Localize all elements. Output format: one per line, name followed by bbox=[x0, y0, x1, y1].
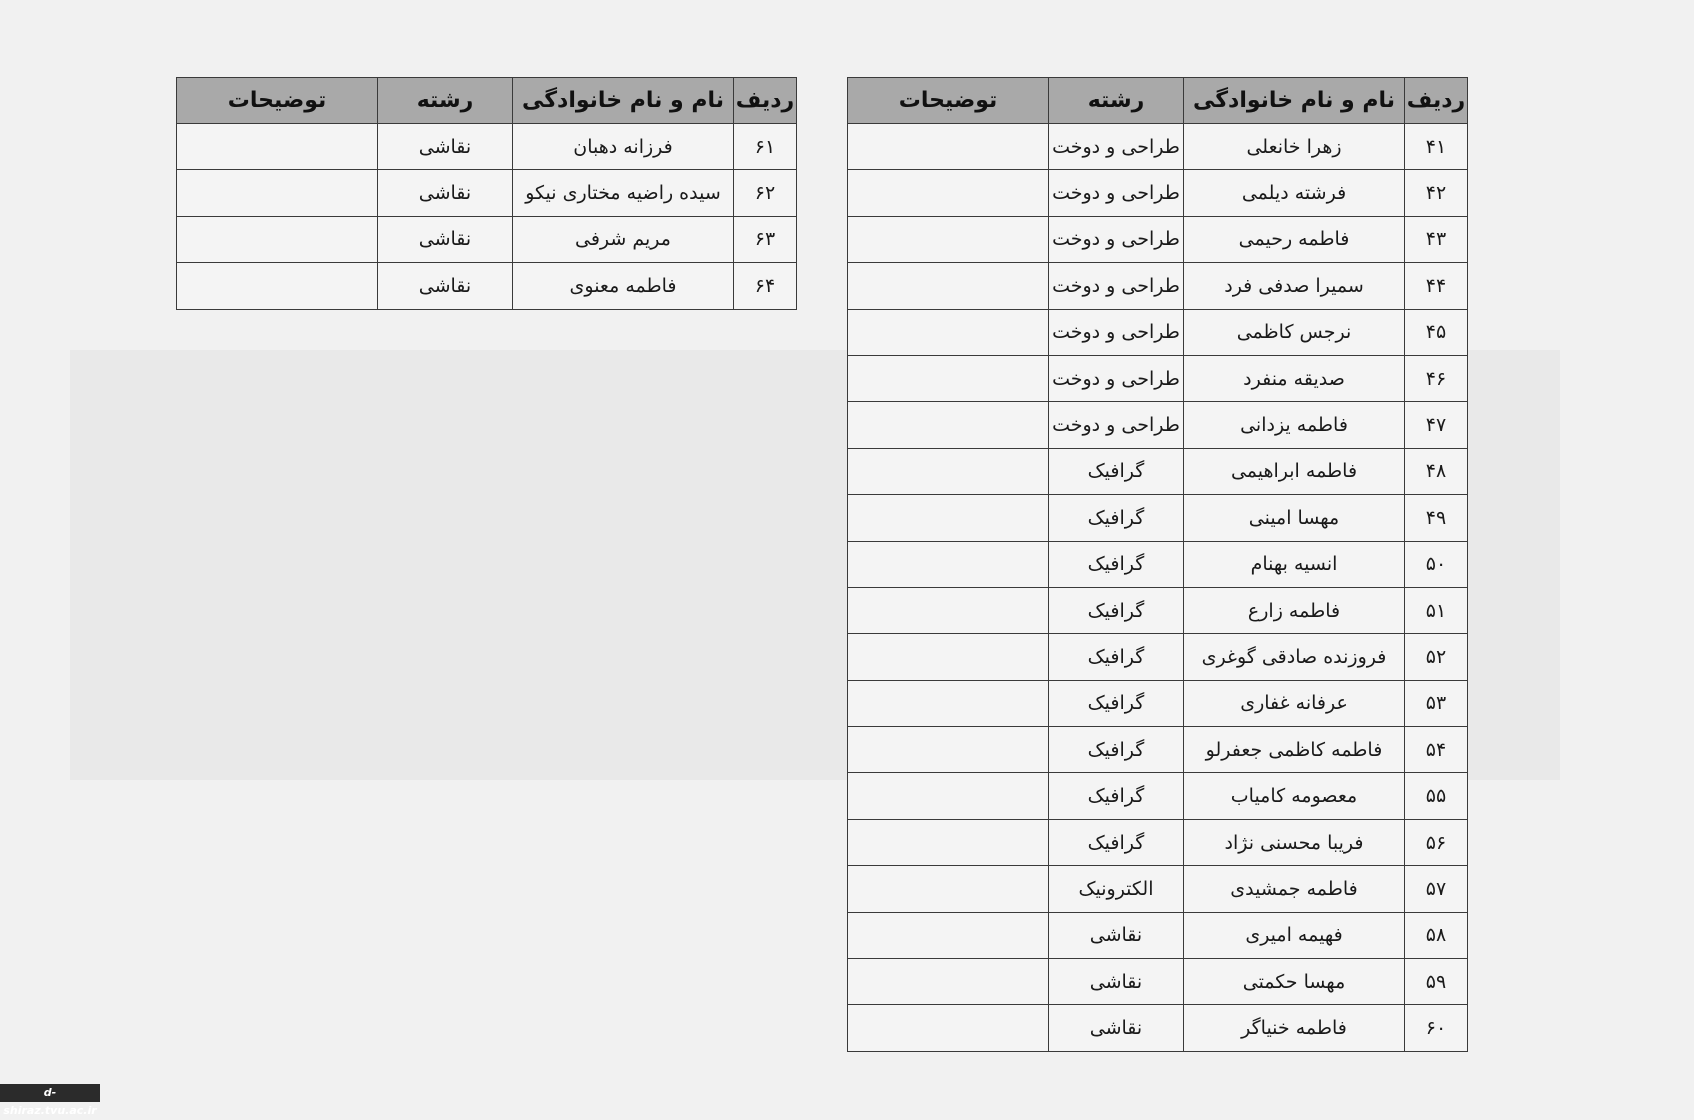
table-row bbox=[848, 959, 1468, 1005]
cell-field: طراحی و دوخت bbox=[1049, 170, 1184, 216]
cell-row-number: ۴۵ bbox=[1405, 309, 1468, 355]
table-row bbox=[848, 124, 1468, 170]
table-header-row bbox=[177, 78, 797, 124]
cell-full-name: زهرا خانعلی bbox=[1184, 124, 1405, 170]
table-row bbox=[177, 170, 797, 216]
cell-full-name: فرزانه دهبان bbox=[513, 124, 734, 170]
cell-field: طراحی و دوخت bbox=[1049, 216, 1184, 262]
table-row bbox=[848, 727, 1468, 773]
cell-row-number: ۵۸ bbox=[1405, 912, 1468, 958]
cell-row-number: ۶۰ bbox=[1405, 1005, 1468, 1051]
table-row bbox=[848, 1005, 1468, 1051]
cell-full-name: معصومه کامیاب bbox=[1184, 773, 1405, 819]
cell-full-name: فاطمه خنیاگر bbox=[1184, 1005, 1405, 1051]
cell-row-number: ۶۱ bbox=[734, 124, 797, 170]
cell-field: گرافیک bbox=[1049, 634, 1184, 680]
cell-notes bbox=[177, 124, 378, 170]
cell-full-name: سیده راضیه مختاری نیکو bbox=[513, 170, 734, 216]
cell-notes bbox=[848, 634, 1049, 680]
cell-full-name: سمیرا صدفی فرد bbox=[1184, 263, 1405, 309]
cell-row-number: ۴۹ bbox=[1405, 495, 1468, 541]
cell-full-name: نرجس کاظمی bbox=[1184, 309, 1405, 355]
cell-full-name: فاطمه یزدانی bbox=[1184, 402, 1405, 448]
cell-full-name: فاطمه کاظمی جعفرلو bbox=[1184, 727, 1405, 773]
cell-field: نقاشی bbox=[378, 124, 513, 170]
cell-row-number: ۴۳ bbox=[1405, 216, 1468, 262]
cell-row-number: ۵۵ bbox=[1405, 773, 1468, 819]
table-row bbox=[848, 170, 1468, 216]
cell-field: گرافیک bbox=[1049, 448, 1184, 494]
cell-row-number: ۶۳ bbox=[734, 216, 797, 262]
cell-field: طراحی و دوخت bbox=[1049, 402, 1184, 448]
table-row bbox=[848, 541, 1468, 587]
cell-notes bbox=[848, 959, 1049, 1005]
header-notes: توضیحات bbox=[848, 78, 1049, 124]
cell-notes bbox=[848, 402, 1049, 448]
cell-notes bbox=[848, 448, 1049, 494]
table-row bbox=[848, 773, 1468, 819]
table-row bbox=[177, 263, 797, 309]
cell-full-name: فاطمه رحیمی bbox=[1184, 216, 1405, 262]
cell-field: گرافیک bbox=[1049, 541, 1184, 587]
cell-field: طراحی و دوخت bbox=[1049, 124, 1184, 170]
cell-notes bbox=[848, 495, 1049, 541]
cell-row-number: ۵۶ bbox=[1405, 819, 1468, 865]
cell-notes bbox=[177, 170, 378, 216]
table-body bbox=[177, 124, 797, 310]
header-full-name: نام و نام خانوادگی bbox=[513, 78, 734, 124]
cell-notes bbox=[177, 263, 378, 309]
cell-field: نقاشی bbox=[1049, 959, 1184, 1005]
cell-row-number: ۵۱ bbox=[1405, 587, 1468, 633]
cell-full-name: فاطمه جمشیدی bbox=[1184, 866, 1405, 912]
cell-row-number: ۴۱ bbox=[1405, 124, 1468, 170]
table-row bbox=[848, 216, 1468, 262]
table-row bbox=[177, 124, 797, 170]
table-row bbox=[848, 819, 1468, 865]
header-row-number: ردیف bbox=[1405, 78, 1468, 124]
cell-full-name: مهسا امینی bbox=[1184, 495, 1405, 541]
cell-full-name: مهسا حکمتی bbox=[1184, 959, 1405, 1005]
cell-notes bbox=[848, 170, 1049, 216]
cell-notes bbox=[848, 216, 1049, 262]
cell-row-number: ۴۲ bbox=[1405, 170, 1468, 216]
cell-row-number: ۵۲ bbox=[1405, 634, 1468, 680]
cell-field: طراحی و دوخت bbox=[1049, 309, 1184, 355]
cell-row-number: ۵۳ bbox=[1405, 680, 1468, 726]
cell-row-number: ۶۲ bbox=[734, 170, 797, 216]
cell-notes bbox=[848, 124, 1049, 170]
cell-field: طراحی و دوخت bbox=[1049, 263, 1184, 309]
cell-full-name: انسیه بهنام bbox=[1184, 541, 1405, 587]
table-row bbox=[848, 912, 1468, 958]
cell-full-name: فریبا محسنی نژاد bbox=[1184, 819, 1405, 865]
table-row bbox=[848, 355, 1468, 401]
cell-full-name: فاطمه ابراهیمی bbox=[1184, 448, 1405, 494]
students-table-left bbox=[176, 77, 797, 310]
table-body bbox=[848, 124, 1468, 1052]
cell-field: طراحی و دوخت bbox=[1049, 355, 1184, 401]
cell-field: گرافیک bbox=[1049, 680, 1184, 726]
cell-notes bbox=[848, 587, 1049, 633]
header-field: رشته bbox=[1049, 78, 1184, 124]
cell-notes bbox=[848, 727, 1049, 773]
cell-field: نقاشی bbox=[378, 263, 513, 309]
cell-notes bbox=[848, 773, 1049, 819]
cell-field: نقاشی bbox=[378, 216, 513, 262]
cell-row-number: ۴۷ bbox=[1405, 402, 1468, 448]
cell-field: نقاشی bbox=[1049, 1005, 1184, 1051]
table-row bbox=[848, 448, 1468, 494]
cell-notes bbox=[848, 1005, 1049, 1051]
header-full-name: نام و نام خانوادگی bbox=[1184, 78, 1405, 124]
table-row bbox=[848, 587, 1468, 633]
table-row bbox=[177, 216, 797, 262]
cell-notes bbox=[848, 309, 1049, 355]
cell-full-name: فاطمه معنوی bbox=[513, 263, 734, 309]
cell-field: گرافیک bbox=[1049, 727, 1184, 773]
cell-row-number: ۵۴ bbox=[1405, 727, 1468, 773]
header-notes: توضیحات bbox=[177, 78, 378, 124]
cell-field: الکترونیک bbox=[1049, 866, 1184, 912]
cell-notes bbox=[848, 866, 1049, 912]
cell-full-name: عرفانه غفاری bbox=[1184, 680, 1405, 726]
table-row bbox=[848, 263, 1468, 309]
cell-full-name: صدیقه منفرد bbox=[1184, 355, 1405, 401]
cell-notes bbox=[848, 912, 1049, 958]
cell-row-number: ۴۴ bbox=[1405, 263, 1468, 309]
table-row bbox=[848, 495, 1468, 541]
cell-field: گرافیک bbox=[1049, 495, 1184, 541]
cell-notes bbox=[177, 216, 378, 262]
cell-row-number: ۶۴ bbox=[734, 263, 797, 309]
cell-row-number: ۴۸ bbox=[1405, 448, 1468, 494]
students-table-right bbox=[847, 77, 1468, 1052]
cell-row-number: ۵۹ bbox=[1405, 959, 1468, 1005]
cell-full-name: فاطمه زارع bbox=[1184, 587, 1405, 633]
header-field: رشته bbox=[378, 78, 513, 124]
cell-full-name: فرشته دیلمی bbox=[1184, 170, 1405, 216]
cell-field: نقاشی bbox=[378, 170, 513, 216]
table-row bbox=[848, 680, 1468, 726]
cell-full-name: مریم شرفی bbox=[513, 216, 734, 262]
cell-notes bbox=[848, 263, 1049, 309]
table-row bbox=[848, 634, 1468, 680]
table-row bbox=[848, 402, 1468, 448]
cell-field: نقاشی bbox=[1049, 912, 1184, 958]
cell-row-number: ۴۶ bbox=[1405, 355, 1468, 401]
cell-field: گرافیک bbox=[1049, 819, 1184, 865]
cell-field: گرافیک bbox=[1049, 773, 1184, 819]
cell-notes bbox=[848, 541, 1049, 587]
cell-notes bbox=[848, 680, 1049, 726]
cell-full-name: فهیمه امیری bbox=[1184, 912, 1405, 958]
cell-row-number: ۵۷ bbox=[1405, 866, 1468, 912]
cell-notes bbox=[848, 355, 1049, 401]
site-watermark-link[interactable]: d-shiraz.tvu.ac.ir bbox=[0, 1084, 100, 1102]
cell-notes bbox=[848, 819, 1049, 865]
cell-full-name: فروزنده صادقی گوغری bbox=[1184, 634, 1405, 680]
table-row bbox=[848, 309, 1468, 355]
table-row bbox=[848, 866, 1468, 912]
cell-row-number: ۵۰ bbox=[1405, 541, 1468, 587]
table-header-row bbox=[848, 78, 1468, 124]
header-row-number: ردیف bbox=[734, 78, 797, 124]
cell-field: گرافیک bbox=[1049, 587, 1184, 633]
